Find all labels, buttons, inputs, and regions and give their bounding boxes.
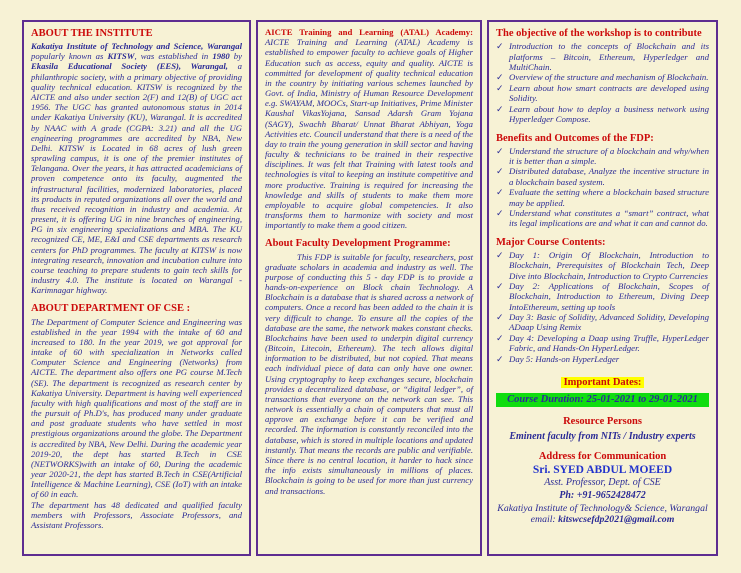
benefit-item [496, 187, 709, 208]
objective-item [496, 41, 709, 72]
about-cse-heading: ABOUT DEPARTMENT OF CSE : [31, 303, 191, 315]
checkmark-icon: ✓ [496, 103, 504, 114]
checkmark-icon: ✓ [496, 280, 504, 291]
resource-persons-heading: Resource Persons [563, 415, 642, 427]
objective-text: Introduction to the concepts of Blockchain and its platforms – Bitcoin, Ethereum, Hyperledger and MultiChain. [509, 41, 709, 72]
benefit-item [496, 146, 709, 167]
objective-text: Learn about how to deploy a business network using Hyperledger Compose. [509, 103, 709, 125]
about-institute-text: Kakatiya Institute of Technology and Science, Warangal popularly known as KITSW, was established in 1980 by Ekasila Educational Society (EES), Warangal, a philanthropic society, with a primary objective of providing quality technical education. KITSW is recognized by the AICTE and also under section 2(F) and 12(B) of UGC act 1956. The UGC has granted autonomous status in 2014 under Kakatiya University (KU), Warangal. It is accredited by NAAC with A grade (CGPA: 3.21) and all the UG engineering programmes are accredited by NBA, New Delhi. KITSW is Located in 68 acres of lush green sprawling campus, it is one of the premier institutes of Telangana. Over the years, it has attracted academicians of proven competence onto its faculty, augmented the infrastructural facilities, modernized laboratories, placed its products in reputed organizations all over the world and thus received recognition in industry and academia. At present, it is offering UG in nine branches of engineering, PG in six engineering specializations and MBA. The KU recognized CE, ME, E&I and CSE departments as research centers for PhD programmes. The faculty at KITSW is now integrating research, innovation and incubation culture into course teaching to prepare students to gain tech skills for industry 4.0. The institute is located on Warangal - Karimnagar highway. [31, 41, 242, 296]
important-dates-heading: Important Dates: [561, 377, 645, 388]
checkmark-icon: ✓ [496, 72, 504, 83]
day-text: Day 3: Basic of Solidity, Advanced Solidity, Developing ADaap Using Remix [509, 312, 709, 333]
cse-faculty-text: The department has 48 dedicated and qualified faculty members with Professors, Associate Professors, and Assistant Professors. [31, 499, 242, 530]
checkmark-icon: ✓ [496, 41, 504, 52]
email-label: email: [530, 514, 559, 526]
contact-block [496, 450, 709, 525]
checkmark-icon: ✓ [496, 332, 504, 343]
benefit-text: Evaluate the setting where a blockchain based structure may be applied. [509, 187, 709, 208]
coordinator-designation: Asst. Professor, Dept. of CSE [544, 477, 661, 489]
checkmark-icon: ✓ [496, 166, 504, 177]
atal-column [256, 20, 482, 556]
about-cse-text: The Department of Computer Science and Engineering was established in the year 1994 with the intake of 60 and increased to 180. In the year 2019, we got approval for intake of 60 with specialization in Networks called Computer Science and Engineering (Networks) from AICTE. The department also offers one PG course M.Tech (SE). The department is recognized as research center by Kakatiya University. Department is having well experienced faculty with high qualifications and most of the staff are in the pursuit of Ph.D's, has produced many under graduate and post graduate students who have settled in most prestigious organizations around the globe. The Department is accredited by NBA, New Delhi. During the academic year 2019-20, the dept has started B.Tech in CSE (NETWORKS)with an intake of 60, During the academic year 2020-21, the dept has started B.Tech in CSE(Artificial Intelligence & Machine Learning), CSE (IoT) with an intake of 60 in each. [31, 316, 242, 500]
details-column [487, 20, 718, 556]
checkmark-icon: ✓ [496, 312, 504, 323]
course-duration: Course Duration: 25-01-2021 to 29-01-2021 [496, 393, 709, 407]
address-heading: Address for Communication [538, 451, 667, 463]
day-item [496, 333, 709, 354]
checkmark-icon: ✓ [496, 207, 504, 218]
objectives-heading: The objective of the workshop is to contribute [496, 28, 702, 39]
day-item [496, 354, 709, 365]
day-text: Day 5: Hands-on HyperLedger [509, 353, 620, 364]
day-item [496, 281, 709, 312]
objectives-list [496, 41, 709, 124]
coordinator-phone: Ph: +91-9652428472 [559, 490, 646, 502]
objective-text: Overview of the structure and mechanism of Blockchain. [509, 72, 709, 83]
resource-persons-text: Eminent faculty from NITs / Industry experts [509, 431, 696, 443]
important-dates-block [496, 372, 709, 407]
benefit-text: Understand what constitutes a “smart” contract, what its legal implications are and what it can and cannot do. [509, 207, 709, 229]
resource-persons-block [496, 415, 709, 442]
benefit-text: Understand the structure of a blockchain and why/when it is better than a simple. [509, 145, 709, 167]
objective-item [496, 72, 709, 83]
course-contents-heading: Major Course Contents: [496, 236, 606, 248]
objective-item [496, 83, 709, 104]
institute-column [22, 20, 251, 556]
day-item [496, 312, 709, 333]
benefits-list [496, 146, 709, 229]
about-institute-heading: ABOUT THE INSTITUTE [31, 28, 153, 39]
benefits-heading: Benefits and Outcomes of the FDP: [496, 132, 654, 144]
day-text: Day 1: Origin Of Blockchain, Introduction to Blockchain, Prerequisites of Blockchain Tech, Deep Dive into Blockchain, Introduction to Crypto Currencies [509, 249, 709, 281]
benefit-item [496, 208, 709, 229]
email-line [496, 514, 709, 525]
day-text: Day 4: Developing a Daap using Truffle, HyperLedger Fabric, and Hands-On HyperLedger. [509, 332, 709, 354]
checkmark-icon: ✓ [496, 187, 504, 198]
email-address: kitswcsefdp2021@gmail.com [558, 514, 675, 526]
coordinator-name: Sri. SYED ABDUL MOEED [532, 464, 673, 477]
checkmark-icon: ✓ [496, 145, 504, 156]
checkmark-icon: ✓ [496, 249, 504, 260]
checkmark-icon: ✓ [496, 353, 504, 364]
day-item [496, 250, 709, 281]
checkmark-icon: ✓ [496, 83, 504, 94]
objective-item [496, 104, 709, 125]
fdp-text: This FDP is suitable for faculty, researchers, post graduate scholars in academia and industry as well. The purpose of conducting this 5 - day FDP is to provide a hands-on-experience on Block chain Technology. A Blockchain is a database that is shared across a network of computers. Once a record has been added to the chain it is very difficult to change. To ensure all the copies of the database are the same, the network makes constant checks. Blockchains have been used to underpin digital currency (Bitcoin, Litecoin, Ethereum). The tech allows digital information to be distributed, but not copied. That means each individual piece of data can only have one owner. Using cryptography to keep exchanges secure, blockchain provides a decentralized database, or “digital ledger”, of transactions that everyone on the network can see. This network is essentially a chain of computers that must all approve an exchange before it can be verified and recorded. The information is constantly reconciled into the database, which is stored in multiple locations and updated instantly. That means the records are public and verifiable. Since there is no central location, it harder to hack since the info exists simultaneously in millions of places. Blockchain is going to be used for more than just currency and transactions. [265, 251, 473, 496]
institute-address-line: Kakatiya Institute of Technology& Science, Warangal [497, 503, 708, 515]
atal-academy-text: AICTE Training and Learning (ATAL) Academy: AICTE Training and Learning (ATAL) Academy is established to empower faculty to achieve goals of Higher Education such as access, equity and quality. AICTE is committed for development of quality technical education in the country by initiating various schemes launched by Govt. of India, Ministry of Human Resource Development e.g. SWAYAM, MOOCs, Start-up Initiatives, Prime Minister Kaushal VikasYojana, Sansad Adarsh Gram Yojana (SAGY), Swachh Bharat/ Unnat Bharat Abhiyan, Yoga Activities etc. Council understand that there is a need of the day to train the young generation in skill sector and having faculty & technicians to be trained in their respective disciplines. It was felt that Training with latest tools and technologies is vital to keeping an institute competitive and more productive. Training is required for increasing the knowledge and skills of students to make them more employable to acquire global competencies. It also transforms them to harmonize with society and most importantly to make them a good citizen. [265, 27, 473, 231]
day-text: Day 2: Applications of Blockchain, Scopes of Blockchain, Introduction to Ethereum, Diving Deep IntoEthereum, setting up tools [509, 280, 709, 312]
fdp-heading: About Faculty Development Programme: [265, 238, 451, 250]
benefit-item [496, 166, 709, 187]
course-contents-list [496, 250, 709, 365]
benefit-text: Distributed database, Analyze the incentive structure in a blockchain based system. [509, 166, 709, 187]
objective-text: Learn about how smart contracts are developed using Solidity. [509, 83, 709, 104]
